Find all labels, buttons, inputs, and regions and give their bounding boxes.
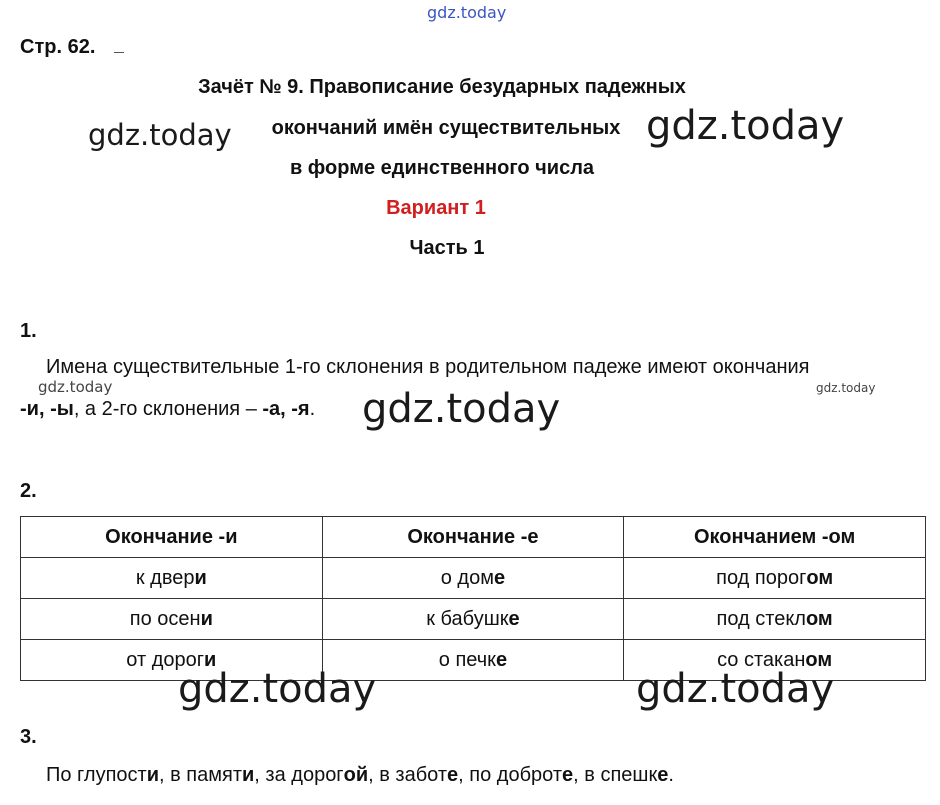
separator: . xyxy=(668,764,674,786)
header-ending-e: Окончание -е xyxy=(322,517,624,558)
watermark-para-small-left: gdz.today xyxy=(38,378,113,396)
variant-label: Вариант 1 xyxy=(386,197,486,219)
title-line-3: в форме единственного числа xyxy=(289,157,595,179)
task-1-endings-second: -а, -я xyxy=(262,398,310,420)
endings-table xyxy=(20,516,926,681)
table-cell xyxy=(322,558,624,599)
table-row xyxy=(21,558,926,599)
task-3-number: 3. xyxy=(20,726,37,748)
separator: , xyxy=(368,764,380,786)
watermark-title-left: gdz.today xyxy=(88,118,232,152)
table-cell xyxy=(322,599,624,640)
part-label: Часть 1 xyxy=(409,237,485,259)
word-ending: е xyxy=(447,764,459,786)
word-ending: и xyxy=(242,764,255,786)
word-stem: со стакан xyxy=(717,648,806,671)
word-stem: в спешк xyxy=(584,764,658,786)
watermark-top: gdz.today xyxy=(427,3,507,22)
word-ending: е xyxy=(493,566,506,589)
table-cell xyxy=(624,599,926,640)
word-stem: под порог xyxy=(716,566,807,589)
word-ending: и xyxy=(204,648,217,671)
word-stem: о дом xyxy=(440,566,494,589)
task-1-endings-first: -и, -ы xyxy=(20,398,74,420)
header-ending-i: Окончание -и xyxy=(21,517,323,558)
task-1-end: . xyxy=(309,398,316,420)
table-cell xyxy=(624,558,926,599)
watermark-para-small-right: gdz.today xyxy=(816,381,876,395)
word-ending: и xyxy=(146,764,159,786)
separator: , xyxy=(254,764,266,786)
watermark-title-right: gdz.today xyxy=(646,103,845,149)
watermark-para-large: gdz.today xyxy=(362,386,561,432)
word-ending: е xyxy=(657,764,669,786)
word-stem: от дорог xyxy=(126,648,205,671)
word-stem: в забот xyxy=(379,764,448,786)
word-stem: в памят xyxy=(170,764,242,786)
word-stem: за дорог xyxy=(265,764,344,786)
word-stem: о печк xyxy=(438,648,496,671)
task-2-number: 2. xyxy=(20,480,37,502)
watermark-table-left: gdz.today xyxy=(178,666,377,712)
word-ending: е xyxy=(562,764,574,786)
separator: , xyxy=(458,764,470,786)
header-ending-om: Окончанием -ом xyxy=(624,517,926,558)
word-stem: под стекл xyxy=(716,607,806,630)
task-3-sentence xyxy=(46,764,674,787)
table-cell xyxy=(21,599,323,640)
word-ending: е xyxy=(495,648,508,671)
word-ending: ом xyxy=(805,607,833,630)
word-stem: по доброт xyxy=(469,764,563,786)
page-reference: Стр. 62. xyxy=(20,36,96,58)
word-stem: По глупост xyxy=(46,764,147,786)
word-ending: и xyxy=(200,607,213,630)
task-1-line-2 xyxy=(20,398,315,421)
table-header-row xyxy=(21,517,926,558)
word-ending: ой xyxy=(343,764,369,786)
word-ending: е xyxy=(508,607,520,630)
table-row xyxy=(21,599,926,640)
separator: , xyxy=(159,764,171,786)
title-line-2: окончаний имён существительных xyxy=(271,117,621,139)
word-stem: к двер xyxy=(135,566,195,589)
dash-mark xyxy=(114,52,124,53)
word-stem: по осен xyxy=(129,607,201,630)
task-1-line-1: Имена существительные 1-го склонения в родительном падеже имеют окончания xyxy=(46,356,810,378)
word-stem: к бабушк xyxy=(426,607,509,630)
watermark-table-right: gdz.today xyxy=(636,666,835,712)
word-ending: ом xyxy=(805,648,833,671)
title-line-1: Зачёт № 9. Правописание безударных падежных xyxy=(198,76,686,98)
separator: , xyxy=(573,764,585,786)
task-1-middle-text: , а 2-го склонения – xyxy=(73,398,263,420)
word-ending: ом xyxy=(806,566,834,589)
word-ending: и xyxy=(194,566,207,589)
task-1-number: 1. xyxy=(20,320,37,342)
table-cell xyxy=(21,558,323,599)
